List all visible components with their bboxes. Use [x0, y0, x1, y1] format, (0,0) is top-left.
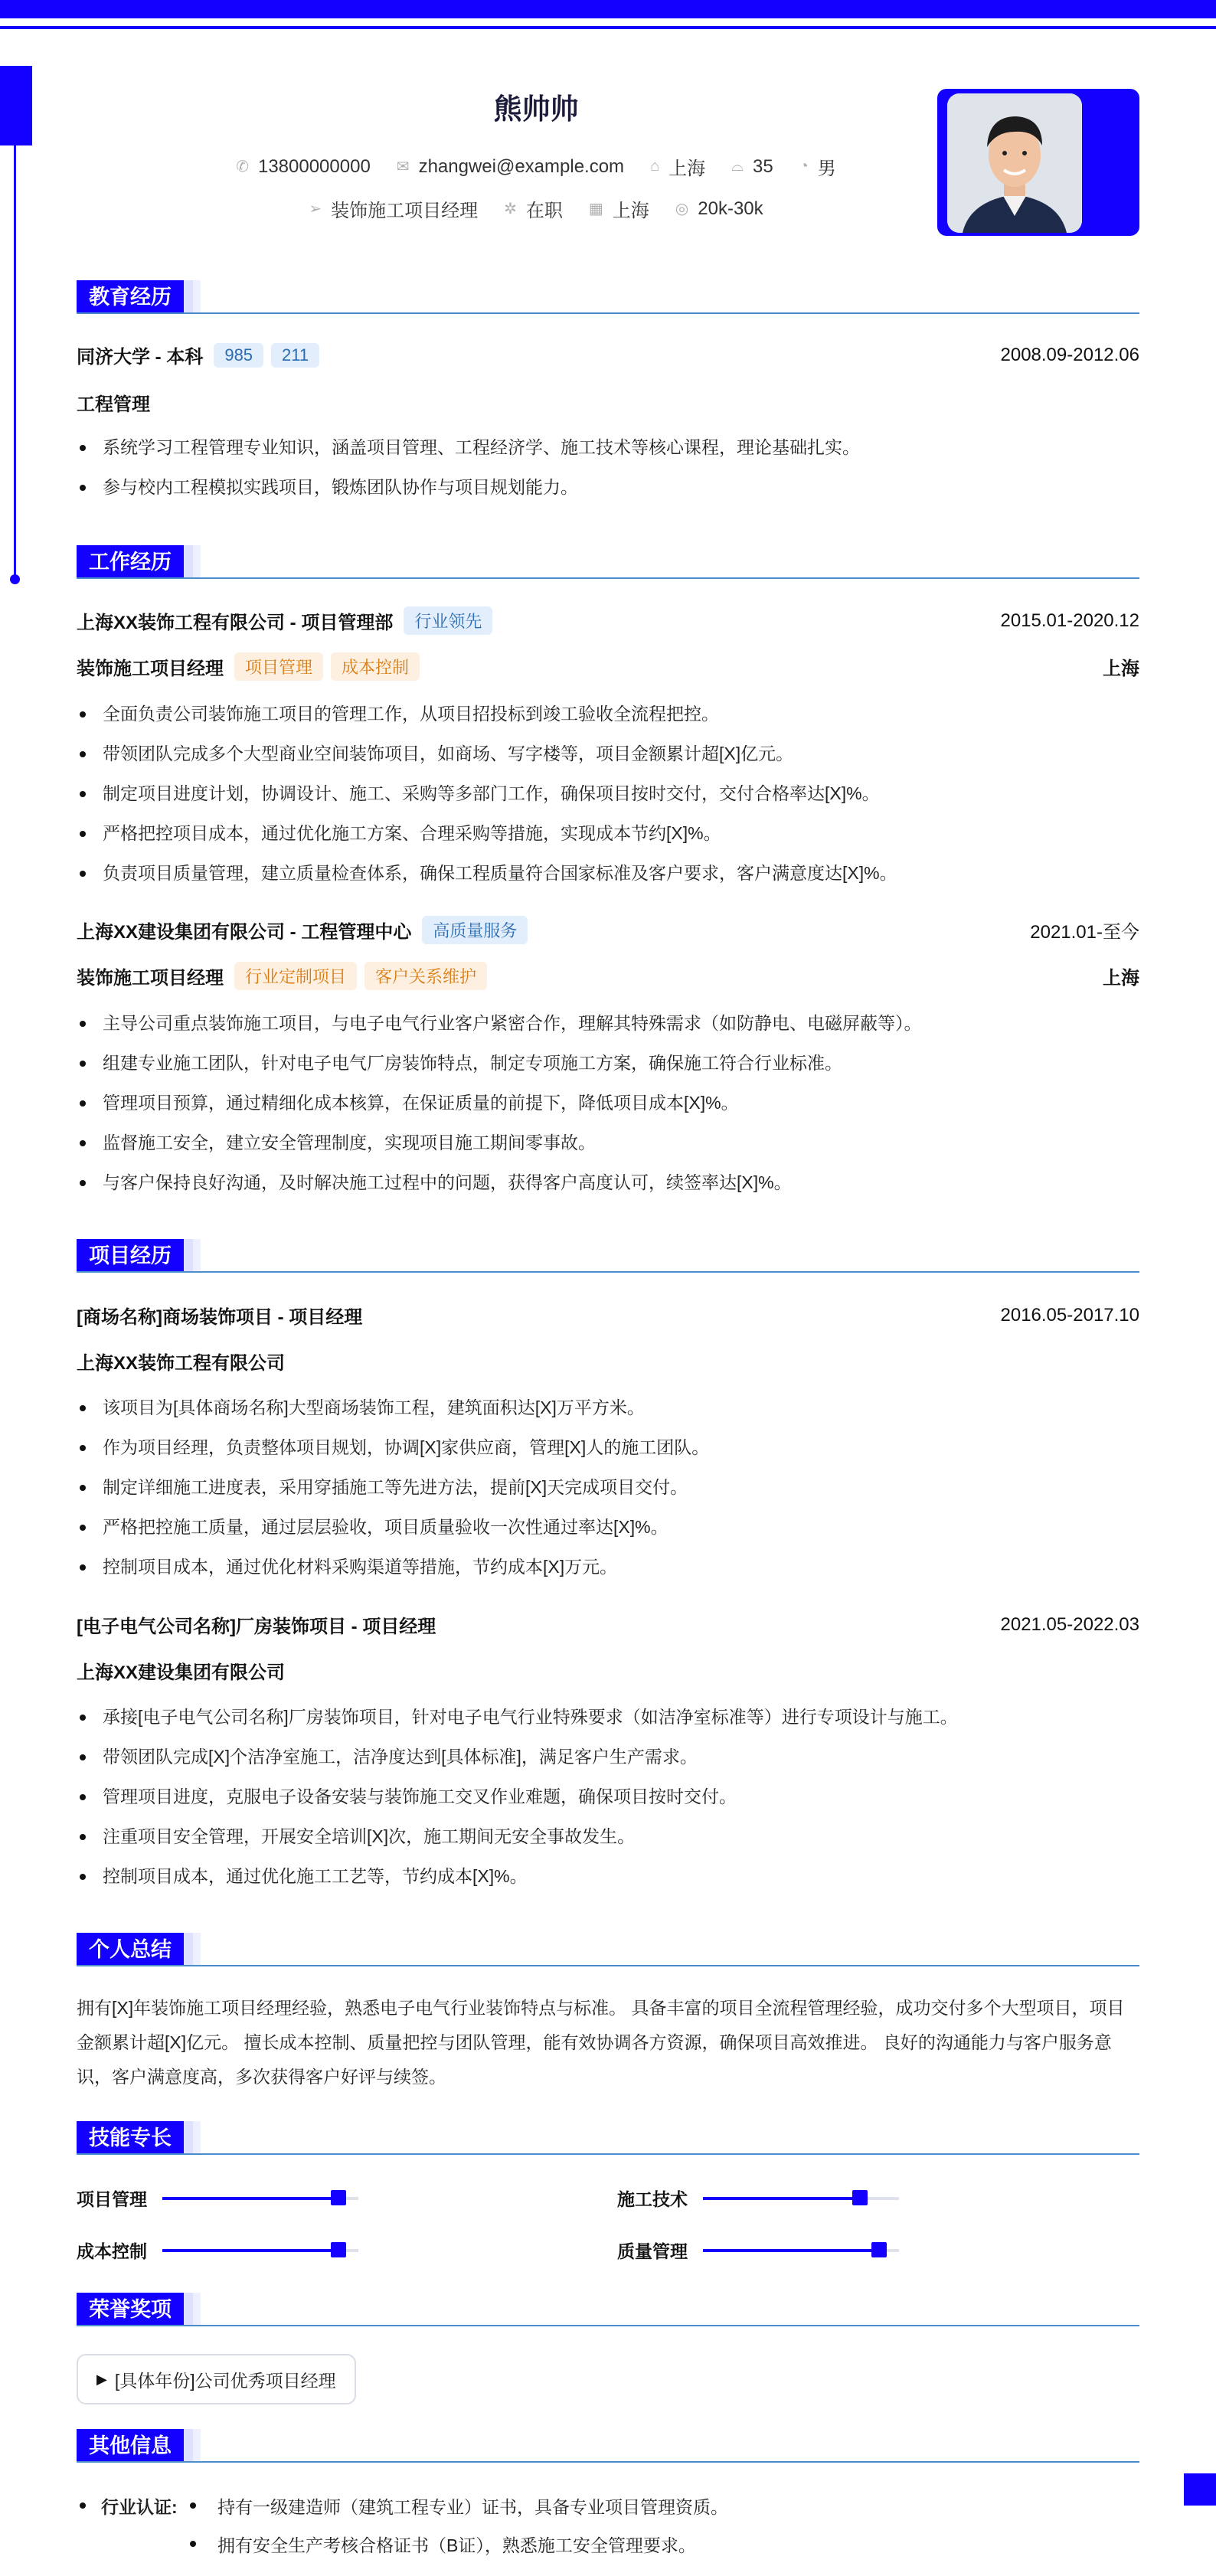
- list-item: 组建专业施工团队，针对电子电气厂房装饰特点，制定专项施工方案，确保施工符合行业标准。: [77, 1043, 1139, 1083]
- list-item: 制定项目进度计划，协调设计、施工、采购等多部门工作，确保项目按时交付，交付合格率达[X]%。: [77, 773, 1139, 813]
- work-bullets: [77, 1003, 1139, 1202]
- section-skills-title: 技能专长: [77, 2121, 201, 2155]
- list-item: 控制项目成本，通过优化施工工艺等，节约成本[X]%。: [77, 1856, 1139, 1896]
- section-divider: [77, 1271, 1139, 1273]
- caret-right-icon: ▶: [96, 2371, 107, 2387]
- list-item: 持有一级建造师（建筑工程专业）证书，具备专业项目管理资质。: [217, 2497, 728, 2517]
- company-name: 上海XX装饰工程有限公司 - 项目管理部: [77, 613, 394, 633]
- project-title: [电子电气公司名称]厂房装饰项目 - 项目经理: [77, 1617, 436, 1637]
- salary-icon: ◎: [675, 201, 689, 217]
- project-bullets: [77, 1697, 1139, 1896]
- section-divider: [77, 2153, 1139, 2155]
- list-item: 管理项目进度，克服电子设备安装与装饰施工交叉作业难题，确保项目按时交付。: [77, 1777, 1139, 1816]
- project-entry-header: [77, 1611, 1139, 1638]
- contact-gender: ◔ 男: [799, 158, 836, 179]
- summary-text: 拥有[X]年装饰施工项目经理经验，熟悉电子电气行业装饰特点与标准。 具备丰富的项目全流程管理经验，成功交付多个大型项目，项目金额累计超[X]亿元。 擅长成本控制、质量把控与团队管理，能有效协调各方资源，确保项目高效推进。 良好的沟通能力与客户服务意识，客户满意度高，多次获得客户好评与续签。: [77, 1998, 1125, 2087]
- project-date: 2016.05-2017.10: [1000, 1304, 1139, 1326]
- role-tag: 成本控制: [331, 652, 420, 681]
- work-location: 上海: [1103, 968, 1139, 989]
- list-item: 管理项目预算，通过精细化成本核算，在保证质量的前提下，降低项目成本[X]%。: [77, 1083, 1139, 1123]
- section-divider: [77, 577, 1139, 579]
- work-location: 上海: [1103, 659, 1139, 679]
- list-item: 承接[电子电气公司名称]厂房装饰项目，针对电子电气行业特殊要求（如洁净室标准等）进行专项设计与施工。: [77, 1697, 1139, 1737]
- side-accent-block: [0, 66, 32, 145]
- work-bullets: [77, 694, 1139, 893]
- role-name: 装饰施工项目经理: [77, 968, 224, 989]
- avatar: [947, 93, 1082, 233]
- list-item: 全面负责公司装饰施工项目的管理工作，从项目招投标到竣工验收全流程把控。: [77, 694, 1139, 734]
- skill-item: 质量管理: [617, 2238, 899, 2263]
- contact-row: [77, 153, 995, 180]
- section-awards-title: 荣誉奖项: [77, 2293, 201, 2326]
- status-icon: ✲: [504, 201, 517, 217]
- skill-knob: [331, 2190, 346, 2205]
- list-item: 控制项目成本，通过优化材料采购渠道等措施，节约成本[X]万元。: [77, 1547, 1139, 1587]
- send-icon: ➢: [309, 201, 322, 217]
- work-date: 2015.01-2020.12: [1000, 610, 1139, 631]
- list-item: 监督施工安全，建立安全管理制度，实现项目施工期间零事故。: [77, 1123, 1139, 1162]
- work-entry-header: [77, 606, 1139, 635]
- list-item: 严格把控项目成本，通过优化施工方案、合理采购等措施，实现成本节约[X]%。: [77, 813, 1139, 853]
- role-tag: 行业定制项目: [234, 962, 357, 990]
- project-title: [商场名称]商场装饰项目 - 项目经理: [77, 1307, 363, 1328]
- section-summary-title: 个人总结: [77, 1933, 201, 1966]
- section-education-title: 教育经历: [77, 280, 201, 314]
- skill-item: 施工技术: [617, 2185, 899, 2211]
- work-entry-header: [77, 916, 1139, 944]
- skill-bar: [162, 2197, 358, 2200]
- list-item: 该项目为[具体商场名称]大型商场装饰工程，建筑面积达[X]万平方米。: [77, 1388, 1139, 1427]
- corner-accent-block: [1184, 2473, 1216, 2506]
- role-tag: 客户关系维护: [364, 962, 487, 990]
- award-item[interactable]: ▶ [具体年份]公司优秀项目经理: [77, 2354, 356, 2404]
- top-accent-line: [0, 26, 1216, 29]
- skill-knob: [871, 2242, 887, 2257]
- education-bullets: [77, 427, 1139, 507]
- skill-bar: [162, 2249, 358, 2252]
- phone-icon: ✆: [236, 159, 249, 175]
- section-other-title: 其他信息: [77, 2429, 201, 2463]
- list-item: 拥有安全生产考核合格证书（B证），熟悉施工安全管理要求。: [217, 2535, 696, 2555]
- intent-position: ➢ 装饰施工项目经理: [309, 201, 479, 221]
- company-tag: 行业领先: [404, 606, 492, 635]
- list-item: 严格把控施工质量，通过层层验收，项目质量验收一次性通过率达[X]%。: [77, 1507, 1139, 1547]
- education-entry-header: [77, 342, 1139, 368]
- skill-knob: [331, 2242, 346, 2257]
- intent-salary: ◎ 20k-30k: [675, 198, 763, 219]
- list-item: 作为项目经理，负责整体项目规划，协调[X]家供应商，管理[X]人的施工团队。: [77, 1427, 1139, 1467]
- education-major: 工程管理: [77, 394, 150, 415]
- work-date: 2021.01-至今: [1030, 922, 1139, 943]
- contact-age: ⌓ 35: [731, 155, 773, 177]
- company-tag: 高质量服务: [422, 916, 528, 944]
- work-role-header: [77, 962, 1139, 990]
- school-tag: 211: [271, 343, 319, 368]
- list-item: 主导公司重点装饰施工项目，与电子电气行业客户紧密合作，理解其特殊需求（如防静电、电磁屏蔽等）。: [77, 1003, 1139, 1043]
- skill-bar: [703, 2249, 899, 2252]
- school-tag: 985: [214, 343, 263, 368]
- intent-row: [77, 195, 995, 222]
- side-timeline-dot: [10, 574, 20, 584]
- project-entry-header: [77, 1302, 1139, 1329]
- contact-email[interactable]: ✉ zhangwei@example.com: [396, 155, 625, 177]
- section-divider: [77, 2325, 1139, 2326]
- school-name: 同济大学 - 本科: [77, 347, 204, 368]
- mail-icon: ✉: [396, 159, 410, 175]
- company-name: 上海XX建设集团有限公司 - 工程管理中心: [77, 922, 412, 943]
- contact-city: ⌂ 上海: [650, 158, 706, 179]
- skill-item: 项目管理: [77, 2185, 358, 2211]
- intent-status: ✲ 在职: [504, 201, 563, 221]
- section-work-title: 工作经历: [77, 545, 201, 579]
- list-item: 参与校内工程模拟实践项目，锻炼团队协作与项目规划能力。: [77, 467, 1139, 507]
- age-icon: ⌓: [731, 158, 744, 175]
- project-org: 上海XX装饰工程有限公司: [77, 1353, 286, 1374]
- section-projects-title: 项目经历: [77, 1239, 201, 1273]
- skill-knob: [852, 2190, 868, 2205]
- contact-phone: ✆ 13800000000: [236, 155, 371, 177]
- top-accent-bar: [0, 0, 1216, 18]
- list-item: 带领团队完成多个大型商业空间装饰项目，如商场、写字楼等，项目金额累计超[X]亿元。: [77, 734, 1139, 773]
- work-role-header: [77, 652, 1139, 681]
- section-divider: [77, 2461, 1139, 2463]
- section-divider: [77, 312, 1139, 314]
- list-item: 与客户保持良好沟通，及时解决施工过程中的问题，获得客户高度认可，续签率达[X]%。: [77, 1162, 1139, 1202]
- skill-item: 成本控制: [77, 2238, 358, 2263]
- candidate-name: 熊帅帅: [493, 93, 579, 125]
- project-org: 上海XX建设集团有限公司: [77, 1662, 286, 1683]
- list-item: 系统学习工程管理专业知识，涵盖项目管理、工程经济学、施工技术等核心课程，理论基础扎实。: [77, 427, 1139, 467]
- home-icon: ⌂: [650, 158, 660, 175]
- list-item: 负责项目质量管理，建立质量检查体系，确保工程质量符合国家标准及客户要求，客户满意度达[X]%。: [77, 853, 1139, 893]
- gender-icon: ◔: [799, 158, 809, 175]
- side-timeline-line: [14, 145, 16, 579]
- other-label: 行业认证:: [101, 2497, 178, 2517]
- list-item: 带领团队完成[X]个洁净室施工，洁净度达到[具体标准]，满足客户生产需求。: [77, 1737, 1139, 1777]
- building-icon: ▦: [588, 201, 603, 217]
- list-item: 注重项目安全管理，开展安全培训[X]次，施工期间无安全事故发生。: [77, 1816, 1139, 1856]
- education-date: 2008.09-2012.06: [1000, 344, 1139, 365]
- list-item: 制定详细施工进度表，采用穿插施工等先进方法，提前[X]天完成项目交付。: [77, 1467, 1139, 1507]
- project-bullets: [77, 1388, 1139, 1587]
- section-divider: [77, 1965, 1139, 1966]
- role-tag: 项目管理: [234, 652, 323, 681]
- role-name: 装饰施工项目经理: [77, 659, 224, 679]
- intent-city: ▦ 上海: [588, 201, 649, 221]
- skill-bar: [703, 2197, 899, 2200]
- project-date: 2021.05-2022.03: [1000, 1613, 1139, 1635]
